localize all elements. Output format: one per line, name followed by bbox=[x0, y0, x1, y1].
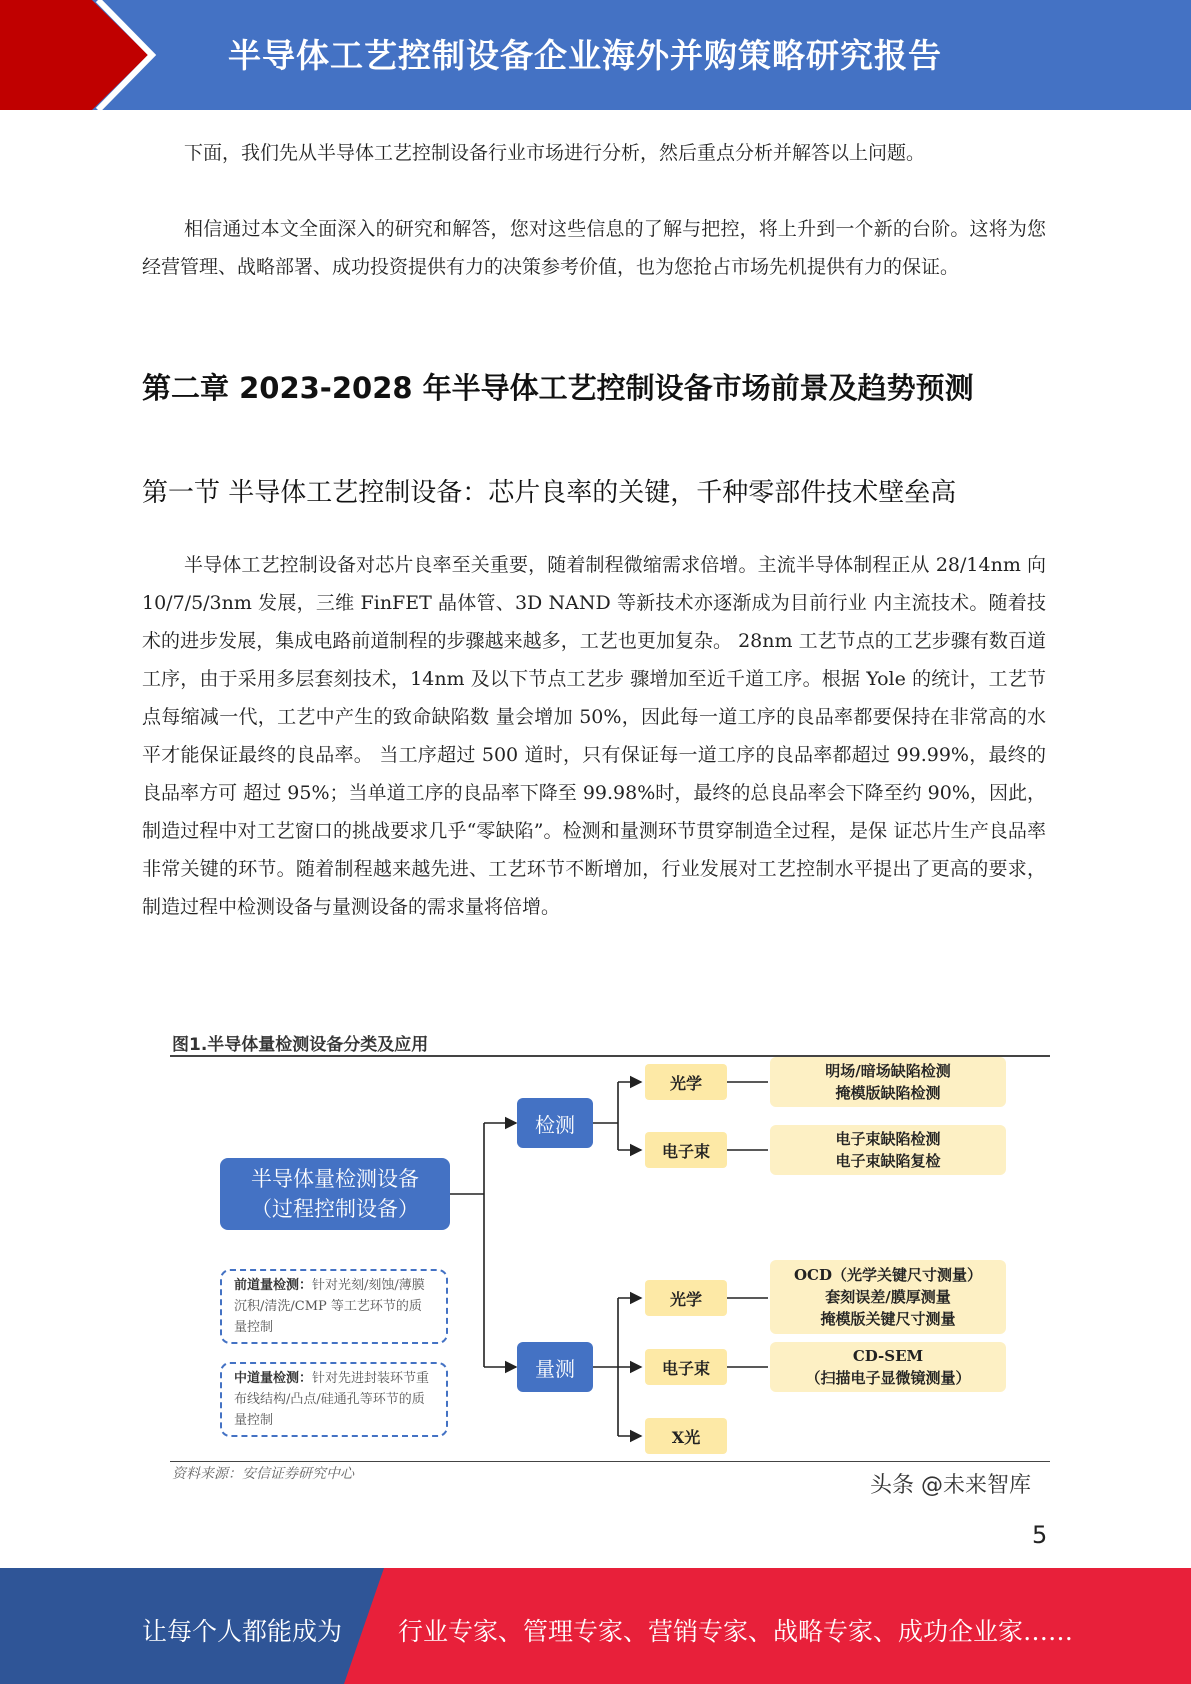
intro-paragraph: 下面，我们先从半导体工艺控制设备行业市场进行分析，然后重点分析并解答以上问题。 bbox=[184, 142, 926, 164]
app-line: 电子束缺陷检测 bbox=[835, 1130, 941, 1148]
app-line: 明场/暗场缺陷检测 bbox=[825, 1062, 951, 1080]
app-line: CD-SEM bbox=[852, 1347, 924, 1365]
note-label: 中道量检测： bbox=[234, 1371, 313, 1386]
app-line: 套刻误差/膜厚测量 bbox=[825, 1288, 951, 1306]
main-box-line2: （过程控制设备） bbox=[251, 1197, 419, 1221]
figure-title: 图1.半导体量检测设备分类及应用 bbox=[172, 1035, 429, 1055]
metrology-ebeam-box: 电子束 bbox=[645, 1349, 727, 1385]
app-line: 掩模版关键尺寸测量 bbox=[820, 1310, 956, 1328]
note-text: 针对光刻/刻蚀/薄膜沉积/清洗/CMP 等工艺环节的质量控制 bbox=[234, 1278, 425, 1335]
front-end-note bbox=[220, 1269, 448, 1344]
section-title: 第一节 半导体工艺控制设备：芯片良率的关键，千种零部件技术壁垒高 bbox=[142, 478, 957, 508]
inspection-ebeam-box: 电子束 bbox=[645, 1132, 727, 1168]
app-line: （扫描电子显微镜测量） bbox=[805, 1369, 971, 1387]
chapter-title: 第二章 2023-2028 年半导体工艺控制设备市场前景及趋势预测 bbox=[142, 371, 974, 405]
metrology-optical-apps bbox=[770, 1260, 1006, 1334]
mid-end-note bbox=[220, 1362, 448, 1437]
metrology-optical-box: 光学 bbox=[645, 1280, 727, 1316]
body-paragraph: 半导体工艺控制设备对芯片良率至关重要，随着制程微缩需求倍增。主流半导体制程正从 28/14nm 向 10/7/5/3nm 发展，三维 FinFET 晶体管、3D NAND 等新技术亦逐渐成为目前行业 内主流技术。随着技术的进步发展，集成电路前道制程的步骤越来越多，工艺也更加复杂。 28nm 工艺节点的工艺步骤有数百道工序，由于采用多层套刻技术，14nm 及以下节点工艺步 骤增加至近千道工序。根据 Yole 的统计，工艺节点每缩减一代，工艺中产生的致命缺陷数 量会增加 50%，因此每一道工序的良品率都要保持在非常高的水平才能保证最终的良品率。 当工序超过 500 道时，只有保证每一道工序的良品率都超过 99.99%，最终的良品率方可 超过 95%；当单道工序的良品率下降至 99.98%时，最终的总良品率会下降至约 90%，因此， 制造过程中对工艺窗口的挑战要求几乎“零缺陷”。检测和量测环节贯穿制造全过程，是保 证芯片生产良品率非常关键的环节。随着制程越来越先进、工艺环节不断增加，行业发展对工艺控制水平提出了更高的要求，制造过程中检测设备与量测设备的需求量将倍增。 bbox=[142, 554, 1046, 918]
inspection-ebeam-apps bbox=[770, 1125, 1006, 1175]
footer-slogan-right: 行业专家、管理专家、营销专家、战略专家、成功企业家…… bbox=[398, 1617, 1074, 1646]
figure-bottom-rule bbox=[170, 1461, 1050, 1462]
footer-slogan-left: 让每个人都能成为 bbox=[142, 1617, 343, 1646]
metrology-ebeam-apps bbox=[770, 1342, 1006, 1392]
note-label: 前道量检测： bbox=[234, 1278, 313, 1293]
page-number: 5 bbox=[1032, 1521, 1048, 1549]
figure-source: 资料来源：安信证券研究中心 bbox=[172, 1466, 354, 1482]
process-control-equipment-box bbox=[220, 1158, 450, 1230]
inspection-optical-box: 光学 bbox=[645, 1064, 727, 1100]
inspection-optical-apps bbox=[770, 1057, 1006, 1107]
watermark-text: 头条 @未来智库 bbox=[870, 1473, 1031, 1498]
metrology-xray-box: X光 bbox=[645, 1418, 727, 1454]
metrology-box: 量测 bbox=[517, 1342, 593, 1392]
main-box-line1: 半导体量检测设备 bbox=[251, 1167, 419, 1191]
summary-paragraph: 相信通过本文全面深入的研究和解答，您对这些信息的了解与把控，将上升到一个新的台阶。这将为您经营管理、战略部署、成功投资提供有力的决策参考价值，也为您抢占市场先机提供有力的保证。 bbox=[142, 218, 1046, 278]
app-line: 掩模版缺陷检测 bbox=[835, 1084, 941, 1102]
app-line: OCD（光学关键尺寸测量） bbox=[793, 1266, 982, 1284]
inspection-box: 检测 bbox=[517, 1098, 593, 1148]
note-text: 针对先进封装环节重布线结构/凸点/硅通孔等环节的质量控制 bbox=[234, 1371, 430, 1428]
report-title: 半导体工艺控制设备企业海外并购策略研究报告 bbox=[228, 36, 942, 75]
app-line: 电子束缺陷复检 bbox=[835, 1152, 941, 1170]
